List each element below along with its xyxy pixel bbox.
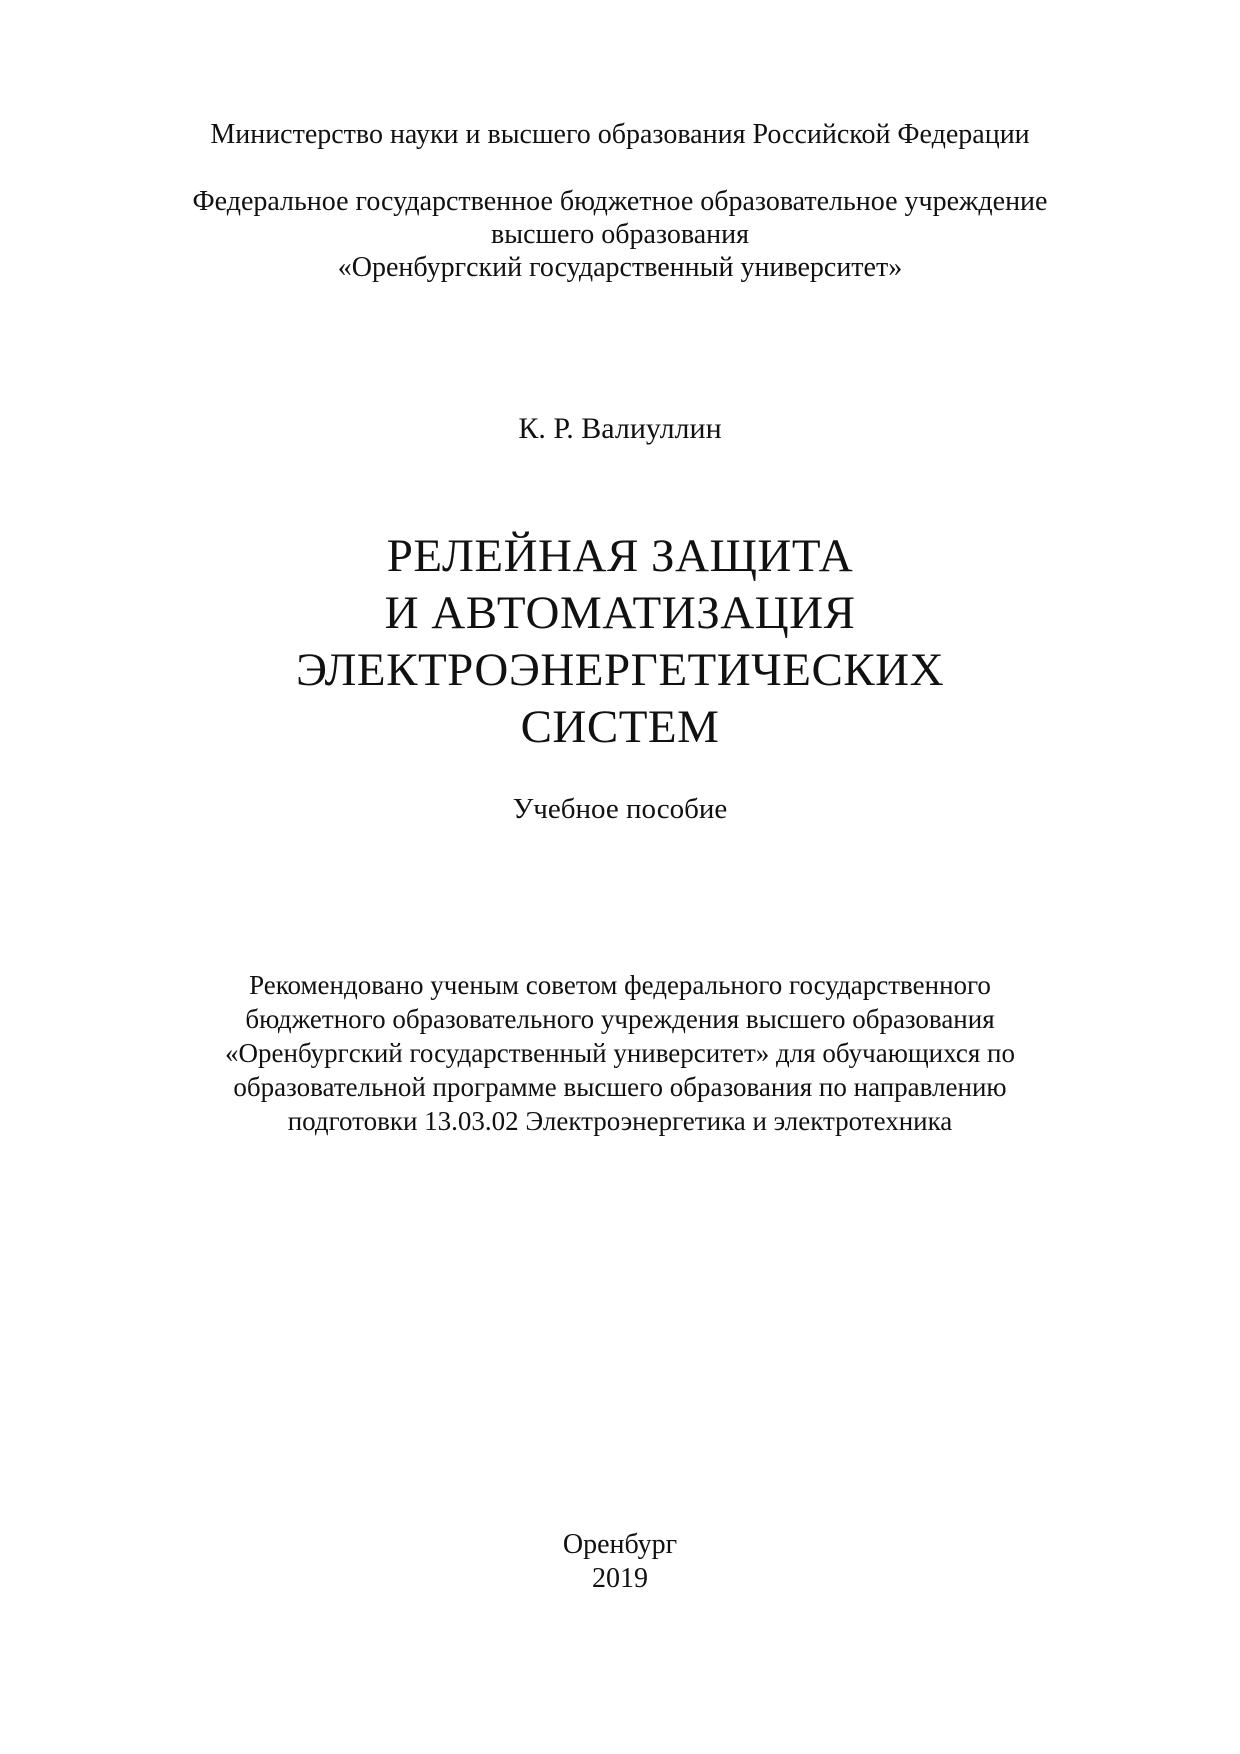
title-line-2: И АВТОМАТИЗАЦИЯ [384, 587, 856, 639]
recommendation-note [0, 968, 1240, 1138]
recommendation-line-4: образовательной программе высшего образования по направлению [233, 1072, 1007, 1102]
title-line-3: ЭЛЕКТРОЭНЕРГЕТИЧЕСКИХ [295, 644, 945, 696]
institution-line-1: Федеральное государственное бюджетное образовательное учреждение [192, 186, 1048, 217]
publication-year: 2019 [592, 1563, 648, 1594]
publication-city: Оренбург [562, 1529, 678, 1560]
recommendation-line-1: Рекомендовано ученым советом федерального государственного [249, 970, 991, 1000]
institution-line-3: «Оренбургский государственный университет» [337, 252, 903, 283]
ministry-heading [0, 117, 1240, 153]
recommendation-line-5: подготовки 13.03.02 Электроэнергетика и электротехника [287, 1106, 953, 1136]
document-title [0, 528, 1240, 756]
author-name: К. Р. Валиуллин [518, 412, 722, 445]
institution-line-2: высшего образования [491, 219, 749, 250]
institution-heading [0, 185, 1240, 284]
author [0, 409, 1240, 449]
recommendation-line-3: «Оренбургский государственный университет» для обучающихся по [225, 1038, 1015, 1068]
title-line-4: СИСТЕМ [520, 701, 720, 753]
recommendation-line-2: бюджетного образовательного учреждения высшего образования [245, 1004, 995, 1034]
publication-info [0, 1528, 1240, 1596]
title-line-1: РЕЛЕЙНАЯ ЗАЩИТА [386, 530, 854, 582]
document-type [0, 790, 1240, 828]
document-type-text: Учебное пособие [512, 793, 728, 825]
ministry-text: Министерство науки и высшего образования Российской Федерации [210, 119, 1030, 150]
